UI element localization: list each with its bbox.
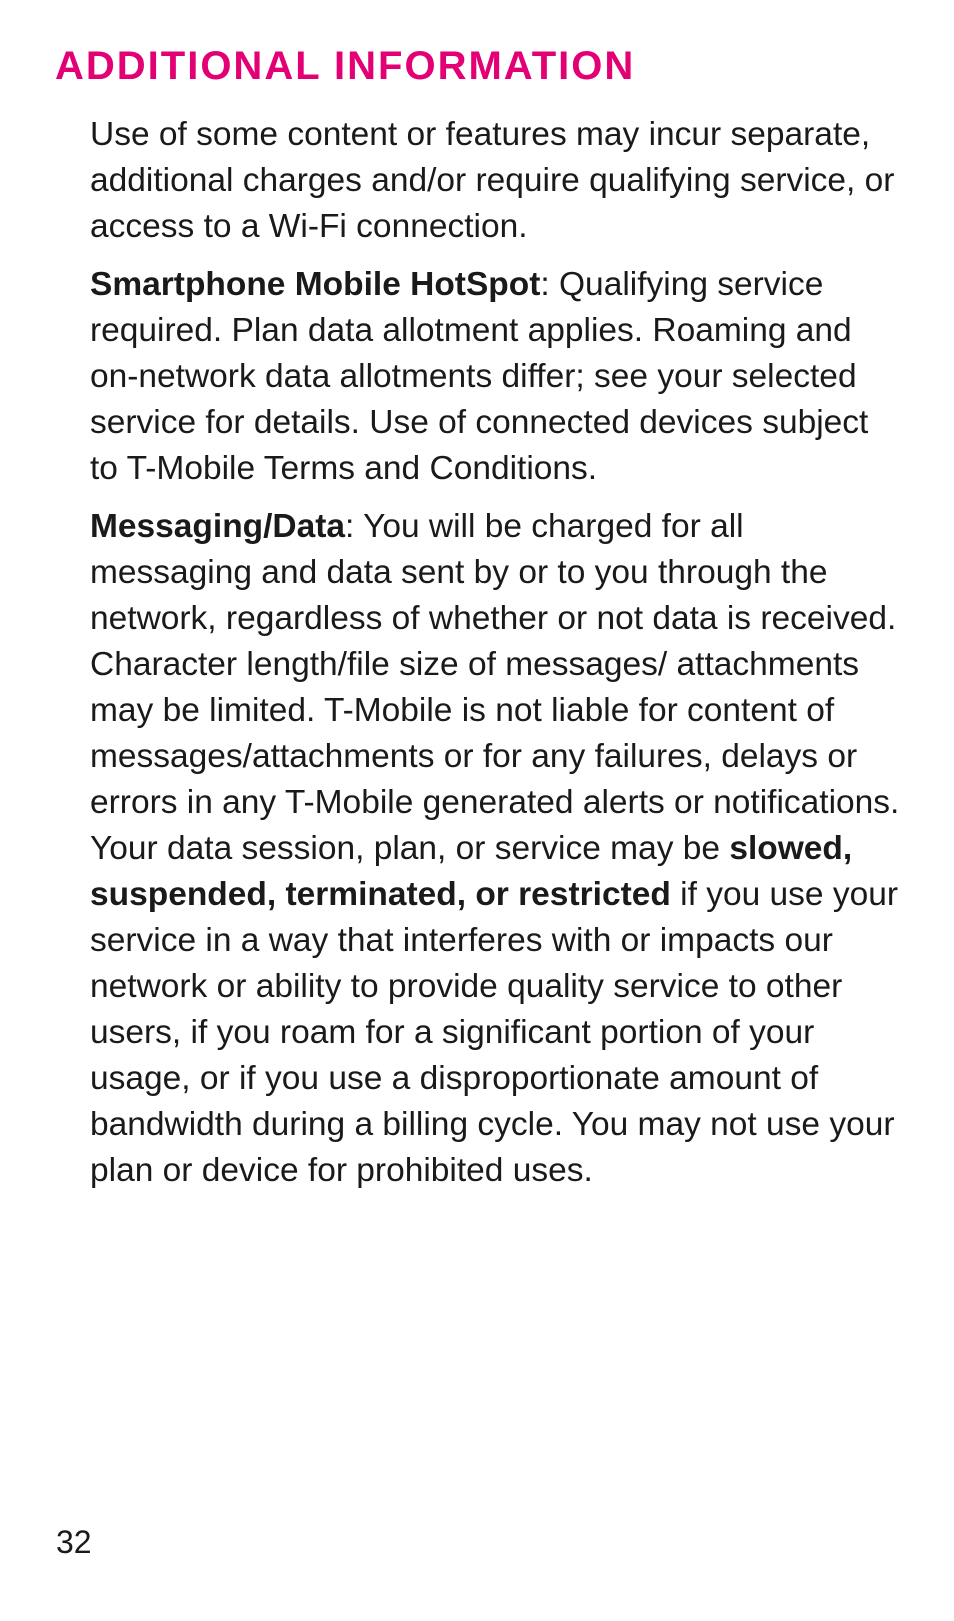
paragraph-text: Use of some content or features may incur separate, additional charges and/or require qualifying service, or access to a Wi-Fi connection. (90, 116, 895, 245)
paragraph-hotspot (90, 262, 900, 492)
section-heading: ADDITIONAL INFORMATION (55, 44, 636, 88)
section-body (90, 112, 900, 1206)
messaging-bold-phrase: slowed, suspended, terminated, or restricted (90, 830, 853, 913)
page-number: 32 (56, 1524, 92, 1560)
paragraph-content-charges (90, 112, 900, 250)
messaging-colon: : (345, 508, 364, 545)
hotspot-colon: : (540, 266, 559, 303)
paragraph-messaging-data (90, 504, 900, 1194)
messaging-text-b: if you use your service in a way that interferes with or impacts our network or ability to provide quality service to other users, if you roam for a significant portion of your usage, or if you use a disproportionate amount of bandwidth during a billing cycle. You may not use your plan or device for prohibited uses. (90, 876, 898, 1189)
hotspot-text: Qualifying service required. Plan data allotment applies. Roaming and on-network data allotments differ; see your selected service for details. Use of connected devices subject to T-Mobile Terms and Conditions. (90, 266, 869, 487)
messaging-text-a: You will be charged for all messaging and data sent by or to you through the network, regardless of whether or not data is received. Character length/file size of messages/ attachments may be limited. T-Mobile is not liable for content of messages/attachments or for any failures, delays or errors in any T-Mobile generated alerts or notifications. Your data session, plan, or service may be (90, 508, 900, 867)
hotspot-label: Smartphone Mobile HotSpot (90, 266, 541, 303)
messaging-label: Messaging/Data (90, 508, 346, 545)
